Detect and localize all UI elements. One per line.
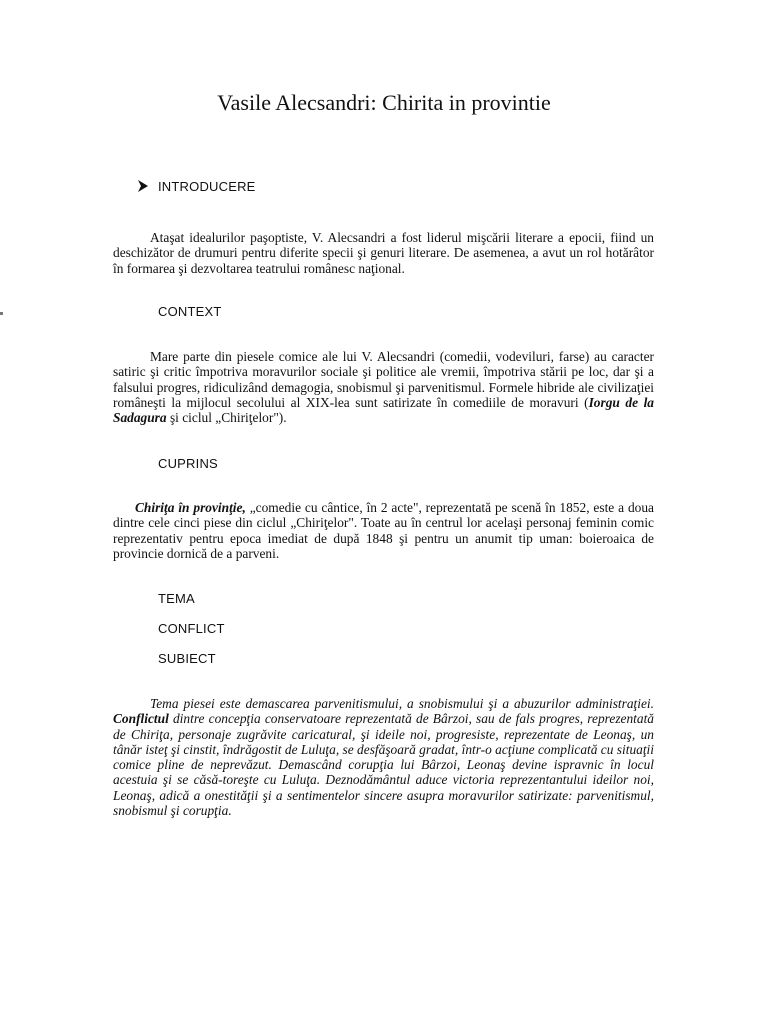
arrow-bullet-icon <box>137 179 149 193</box>
cuprins-bold-title: Chiriţa în provinţie, <box>135 500 246 515</box>
context-text-after: şi ciclul „Chiriţelor"). <box>166 410 287 426</box>
heading-conflict: CONFLICT <box>158 621 225 636</box>
cuprins-text: „comedie cu cântice, în 2 acte", reprezentată pe scenă în 1852, este a doua dintre cele cinci piese din ciclul „Chiriţelor". Toate au în centrul lor acelaşi personaj feminin comic reprezentativ pentru epoca imediat de după 1848 şi pentru un anumit tip uman: boieroaica de provincie dornică de a parveni. <box>113 500 654 561</box>
heading-introducere: INTRODUCERE <box>158 179 256 194</box>
heading-cuprins: CUPRINS <box>158 456 218 471</box>
heading-tema: TEMA <box>158 591 195 606</box>
heading-subiect: SUBIECT <box>158 651 216 666</box>
introducere-text: Ataşat idealurilor paşoptiste, V. Alecsandri a fost liderul mişcării literare a epocii, fiind un deschizător de drumuri pentru diferite specii şi genuri literare. De asemenea, a avut un rol hotărâtor în formarea şi dezvoltarea teatrului românesc naţional. <box>113 230 654 276</box>
stray-mark <box>0 312 3 315</box>
paragraph-introducere <box>113 230 654 276</box>
heading-context: CONTEXT <box>158 304 222 319</box>
paragraph-cuprins <box>113 500 654 561</box>
document-title: Vasile Alecsandri: Chirita in provintie <box>217 90 551 115</box>
tema-text-before: Tema piesei este demascarea parvenitismului, a snobismului şi a abuzurilor administraţiei. <box>150 696 654 711</box>
paragraph-context <box>113 349 654 425</box>
context-bold-title: Iorgu de la Sadagura <box>113 394 654 426</box>
tema-text-after: dintre concepţia conservatoare reprezentată de Bârzoi, sau de fals progres, reprezentată de Chiriţa, personaje zugrăvite caricatural, şi ideile noi, progresiste, reprezentate de Leonaş, un tânăr isteţ şi cinstit, îndrăgostit de Luluţa, se desfăşoară gradat, într-o acţiune complicată cu situaţii comice pline de neprevăzut. Demascând corupţia lui Bârzoi, Leonaş devine ispravnic în locul acestuia şi se căsă-toreşte cu Luluţa. Deznodământul aduce victoria reprezentantului ideilor noi, Leonaş, adică a onestităţii şi a sentimentelor sincere asupra moravurilor satirizate: parvenitismul, snobismul şi corupţia. <box>113 711 654 819</box>
tema-bold-word: Conflictul <box>113 711 169 727</box>
context-text-before: Mare parte din piesele comice ale lui V. Alecsandri (comedii, vodeviluri, farse) au caracter satiric şi critic împotriva moravurilor sociale şi politice ale vremii, împotriva stării pe loc, dar şi a falsului progres, ridiculizând demagogia, snobismul şi parvenitismul. Formele hibride ale civilizaţiei româneşti la mijlocul secolului al XIX-lea sunt satirizate în comediile de moravuri ( <box>113 349 654 410</box>
paragraph-tema <box>113 696 654 818</box>
